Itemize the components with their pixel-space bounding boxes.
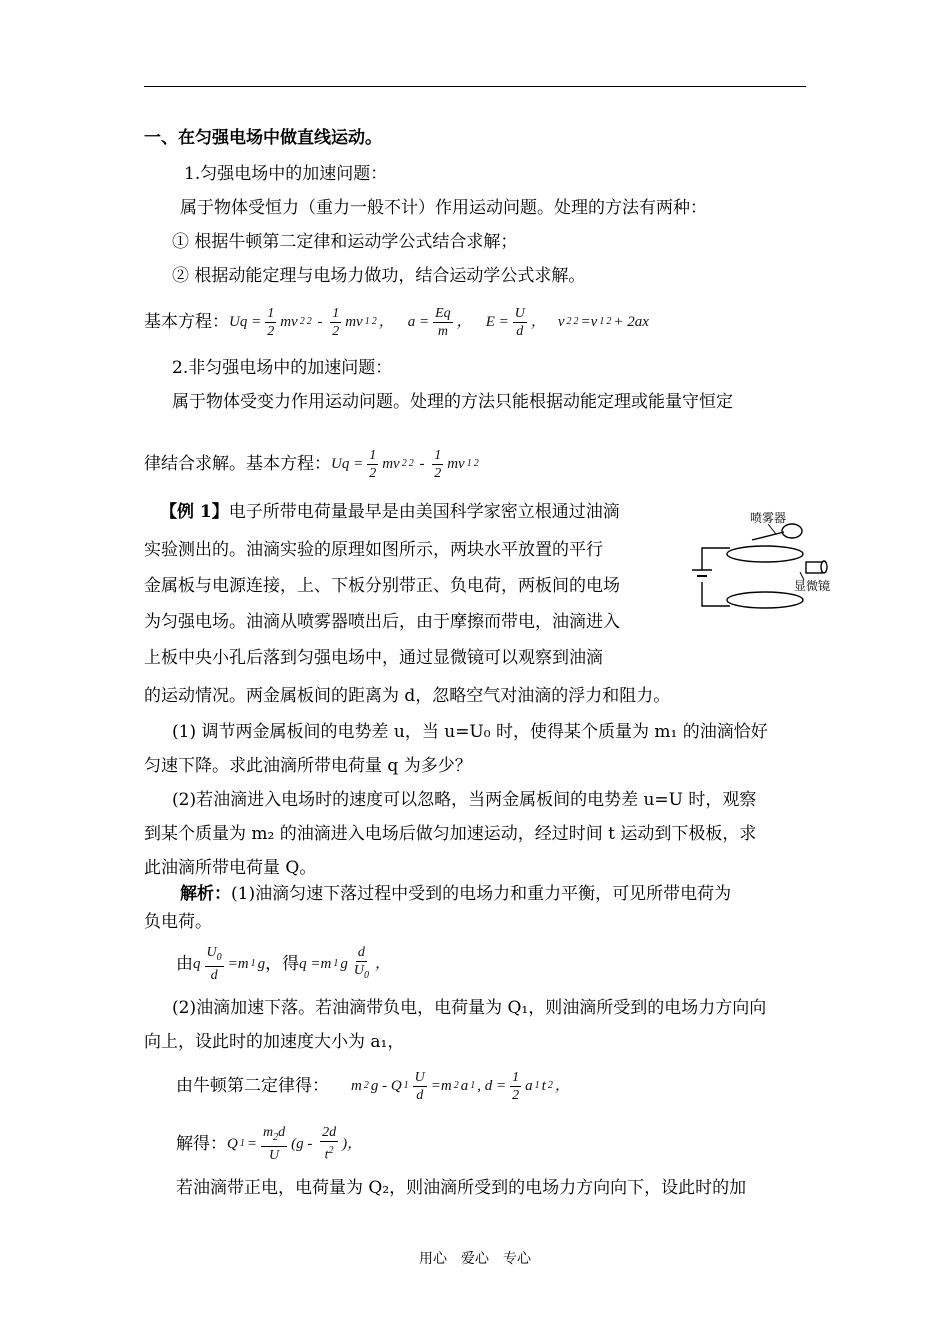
equation-accel: a = $\frac{Eq}{m}$ ， — [407, 305, 472, 339]
example-line-2: 实验测出的。油滴实验的原理如图所示，两块水平放置的平行 — [144, 540, 603, 560]
header-rule — [144, 86, 806, 87]
p1-desc: 属于物体受恒力（重力一般不计）作用运动问题。处理的方法有两种： — [180, 198, 707, 218]
equation-field: E = $\frac{U}{d}$ ， — [485, 305, 546, 339]
example-line-4: 为匀强电场。油滴从喷雾器喷出后，由于摩擦而带电，油滴进入 — [144, 612, 620, 632]
sol-eq1-mid: ，得 — [265, 954, 300, 974]
newton-label: 由牛顿第二定律得： — [176, 1076, 329, 1096]
millikan-apparatus-figure — [690, 510, 850, 645]
solution-line-1 — [180, 882, 731, 906]
sprayer-bulb — [782, 524, 802, 538]
basic-eq-label: 基本方程： — [144, 312, 229, 332]
lower-plate — [727, 592, 803, 608]
page-footer: 用心 爱心 专心 — [419, 1251, 531, 1267]
solution-label: 解析： — [180, 884, 231, 904]
equation-newton: m 2 g - Q 1 $\frac{U}{d}$ =m 2 a 1 , d = $\frac{1}{2}$ a 1 t 2 ， — [351, 1069, 570, 1103]
example-text-1: 电子所带电荷量最早是由美国科学家密立根通过油滴 — [228, 502, 620, 522]
equation-balance: q $\frac{U_0}{d}$ =m 1 g — [193, 945, 266, 983]
question-2-line-3: 此油滴所带电荷量 Q。 — [144, 858, 317, 878]
equation-q1-result: Q 1 = $\frac{m_2d}{U}$ (g - $\frac{2d}{t^2}$ )， — [227, 1125, 363, 1163]
p1-method2: ② 根据动能定理与电场力做功，结合运动学公式求解。 — [172, 266, 586, 286]
solution-line-2: 负电荷。 — [144, 912, 212, 932]
p1-heading: 1.匀强电场中的加速问题： — [184, 164, 388, 184]
p2-desc-cont-text: 律结合求解。基本方程： — [144, 454, 331, 474]
microscope-label: 显微镜 — [794, 579, 831, 593]
sprayer-label: 喷雾器 — [750, 511, 787, 525]
question-1-line-2: 匀速下降。求此油滴所带电荷量 q 为多少？ — [144, 756, 472, 776]
question-2-line-2: 到某个质量为 m₂ 的油滴进入电场后做匀加速运动，经过时间 t 运动到下极板，求 — [144, 824, 757, 844]
solve-label: 解得： — [176, 1134, 227, 1154]
p2-desc-cont — [144, 442, 479, 486]
sprayer-tube — [752, 532, 784, 540]
newton-equation-line — [176, 1062, 570, 1110]
equation-energy: Uq = $\frac{1}{2}$ mv 2 2 - $\frac{1}{2}$ mv 1 2 ， — [229, 305, 394, 339]
microscope-lens — [821, 561, 827, 573]
example-line-3: 金属板与电源连接，上、下板分别带正、负电荷，两板间的电场 — [144, 576, 620, 596]
question-2-line-1: (2)若油滴进入电场时的速度可以忽略，当两金属板间的电势差 u=U 时，观察 — [172, 790, 757, 810]
equation-energy-2: Uq = $\frac{1}{2}$ mv 2 2 - $\frac{1}{2}$ mv 1 2 — [331, 447, 479, 481]
example-line-1 — [160, 500, 620, 524]
section-title: 一、在匀强电场中做直线运动。 — [144, 128, 382, 148]
equation-q-result: q =m 1 g $\frac{d}{U_0}$ ， — [299, 945, 390, 981]
solve-line — [176, 1120, 362, 1168]
p2-heading: 2.非匀强电场中的加速问题： — [172, 358, 393, 378]
upper-plate — [727, 546, 803, 562]
solution-text-1: (1)油滴匀速下落过程中受到的电场力和重力平衡，可见所带电荷为 — [231, 884, 732, 904]
p1-method1: ① 根据牛顿第二定律和运动学公式结合求解； — [172, 232, 518, 252]
question-1-line-1: (1) 调节两金属板间的电势差 u，当 u=U₀ 时，使得某个质量为 m₁ 的油滴恰好 — [172, 722, 768, 742]
p2-desc: 属于物体受变力作用运动问题。处理的方法只能根据动能定理或能量守恒定 — [172, 392, 733, 412]
basic-equations — [144, 300, 649, 344]
sol-eq1-prefix: 由 — [176, 954, 193, 974]
equation-kinematics: v 2 2 =v 1 2 + 2ax — [557, 314, 649, 330]
sprayer-pointer — [768, 524, 776, 534]
final-line: 若油滴带正电，电荷量为 Q₂，则油滴所受到的电场力方向向下，设此时的加 — [176, 1178, 747, 1198]
microscope-body — [806, 562, 822, 573]
solution-2-line-1: (2)油滴加速下落。若油滴带负电，电荷量为 Q₁，则油滴所受到的电场力方向向 — [172, 998, 767, 1018]
solution-eq-1 — [176, 942, 390, 986]
example-line-5: 上板中央小孔后落到匀强电场中，通过显微镜可以观察到油滴 — [144, 648, 603, 668]
example-label: 【例 1】 — [160, 502, 229, 522]
example-last-line: 的运动情况。两金属板间的距离为 d，忽略空气对油滴的浮力和阻力。 — [144, 686, 671, 706]
solution-2-line-2: 向上，设此时的加速度大小为 a₁， — [144, 1032, 405, 1052]
